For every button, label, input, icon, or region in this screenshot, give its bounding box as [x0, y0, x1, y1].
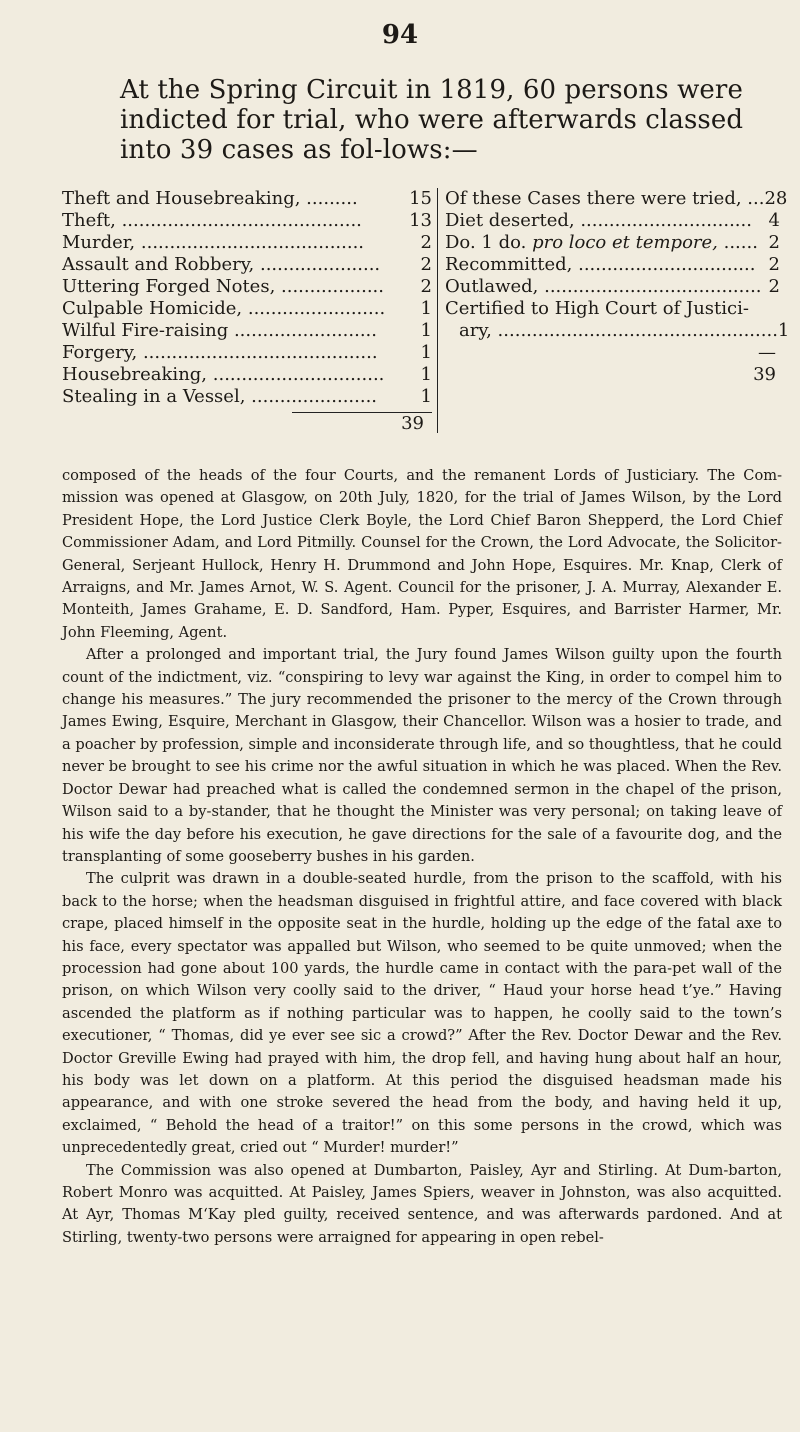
outcome-count: 28 [764, 188, 788, 209]
body-text [62, 465, 782, 1249]
offence-count: 2 [420, 232, 432, 253]
offence-row [62, 320, 432, 342]
offence-row [62, 254, 432, 276]
offence-count: 2 [420, 254, 432, 275]
outcome-row [445, 254, 780, 276]
case-tables [62, 188, 790, 434]
offence-label: Culpable Homicide, ........................ [62, 298, 386, 319]
outcome-label: Of these Cases there were tried, ... [445, 188, 765, 209]
offence-row [62, 210, 432, 232]
offence-count: 1 [420, 386, 432, 407]
outcome-row [445, 188, 788, 210]
outcome-total: 39 [753, 364, 776, 385]
offence-label: Housebreaking, .............................. [62, 364, 385, 385]
offence-count: 1 [420, 320, 432, 341]
offence-label: Murder, ....................................... [62, 232, 365, 253]
outcome-label: Recommitted, ............................... [445, 254, 756, 275]
offence-count: 13 [409, 210, 432, 231]
offence-count: 15 [409, 188, 432, 209]
offence-label: Forgery, ......................................... [62, 342, 378, 363]
offence-row [62, 342, 432, 364]
outcome-row [445, 232, 780, 254]
paragraph: After a prolonged and important trial, the Jury found James Wilson guilty upon the fourth count of the indictment, viz. “conspiring to levy war against the King, in order to compel him to change his measures.” The jury recommended the prisoner to the mercy of the Crown through James Ewing, Esquire, Merchant in Glasgow, their Chancellor. Wilson was a hosier to trade, and a poacher by profession, simple and inconsiderate through life, and so thoughtless, that he could never be brought to see his crime nor the awful situation in which he was placed. When the Rev. Doctor Dewar had preached what is called the condemned sermon in the chapel of the prison, Wilson said to a by-stander, that he thought the Minister was very personal; on taking leave of his wife the day before his execution, he gave directions for the sale of a favourite dog, and the transplanting of some gooseberry bushes in his garden. [62, 646, 782, 865]
outcome-label-suffix: ...... [717, 232, 758, 253]
outcome-label: Diet deserted, .............................. [445, 210, 752, 231]
column-divider [437, 188, 438, 433]
offence-label: Theft and Housebreaking, ......... [62, 188, 358, 209]
offence-row [62, 232, 432, 254]
offence-row [62, 276, 432, 298]
outcome-row [445, 320, 790, 342]
offence-label: Stealing in a Vessel, ...................... [62, 386, 378, 407]
offence-count: 2 [420, 276, 432, 297]
offence-label: Uttering Forged Notes, .................. [62, 276, 384, 297]
outcome-label: Certified to High Court of Justici- [445, 298, 749, 319]
outcome-count: 2 [768, 276, 780, 297]
offence-total: 39 [401, 413, 424, 434]
outcome-label [445, 232, 758, 254]
offence-count: 1 [420, 342, 432, 363]
offence-label: Assault and Robbery, ..................... [62, 254, 381, 275]
outcome-label: Outlawed, ...................................... [445, 276, 762, 297]
offence-row [62, 364, 432, 386]
offence-label: Wilful Fire-raising ......................... [62, 320, 377, 341]
outcome-row [445, 210, 780, 232]
outcome-count: 2 [768, 254, 780, 275]
outcome-label-italic: pro loco et tempore, [532, 232, 718, 253]
offence-label: Theft, .......................................... [62, 210, 362, 231]
offence-row [62, 298, 432, 320]
offence-count: 1 [420, 364, 432, 385]
paragraph: The culprit was drawn in a double-seated hurdle, from the prison to the scaffold, with his back to the horse; when the headsman disguised in frightful attire, and face covered with black crape, placed himself in the opposite seat in the hurdle, holding up the edge of the fatal axe to his face, every spectator was appalled but Wilson, who seemed to be quite unmoved; when the procession had gone about 100 yards, the hurdle came in contact with the para-pet wall of the prison, on which Wilson very coolly said to the driver, “ Haud your horse head t’ye.” Having ascended the platform as if nothing particular was to happen, he coolly said to the town’s executioner, “ Thomas, did ye ever see sic a crowd?” After the Rev. Doctor Dewar and the Rev. Doctor Greville Ewing had prayed with him, the drop fell, and having hung about half an hour, his body was let down on a platform. At this period the disguised headsman made his appearance, and with one stroke severed the head from the body, and having held it up, exclaimed, “ Behold the head of a traitor!” on this some persons in the crowd, which was unprecedentedly great, cried out “ Murder! murder!” [62, 870, 782, 1157]
paragraph: The Commission was also opened at Dumbarton, Paisley, Ayr and Stirling. At Dum-barton, Robert Monro was acquitted. At Paisley, James Spiers, weaver in Johnston, was also acquitted. At Ayr, Thomas M‘Kay pled guilty, received sentence, and was afterwards pardoned. And at Stirling, twenty-two persons were arraigned for appearing in open rebel- [62, 1161, 782, 1246]
outcome-count: 4 [768, 210, 780, 231]
offence-row [62, 188, 432, 210]
outcome-count: 1 [777, 320, 790, 341]
intro-heading: At the Spring Circuit in 1819, 60 persons were indicted for trial, who were afterwards classed into 39 cases as fol-lows:— [120, 75, 744, 165]
outcome-label: ary, ................................................. [459, 320, 778, 341]
outcome-row [445, 298, 780, 320]
offence-row [62, 386, 432, 408]
outcome-label-prefix: Do. 1 do. [445, 232, 533, 253]
paragraph: composed of the heads of the four Courts, and the remanent Lords of Justiciary. The Com-mission was opened at Glasgow, on 20th July, 1820, for the trial of James Wilson, by the Lord President Hope, the Lord Justice Clerk Boyle, the Lord Chief Baron Shepperd, the Lord Chief Commissioner Adam, and Lord Pitmilly. Counsel for the Crown, the Lord Advocate, the Solicitor-General, Serjeant Hullock, Henry H. Drummond and John Hope, Esquires. Mr. Knap, Clerk of Arraigns, and Mr. James Arnot, W. S. Agent. Council for the prisoner, J. A. Murray, Alexander E. Monteith, James Grahame, E. D. Sandford, Ham. Pyper, Esquires, and Barrister Harmer, Mr. John Fleeming, Agent. [62, 467, 782, 641]
offence-table [62, 188, 432, 435]
page-number: 94 [381, 20, 419, 50]
outcome-row [445, 276, 780, 298]
offence-count: 1 [420, 298, 432, 319]
outcome-dash: — [758, 342, 776, 363]
outcome-count: 2 [768, 232, 780, 253]
outcome-table [445, 188, 790, 386]
